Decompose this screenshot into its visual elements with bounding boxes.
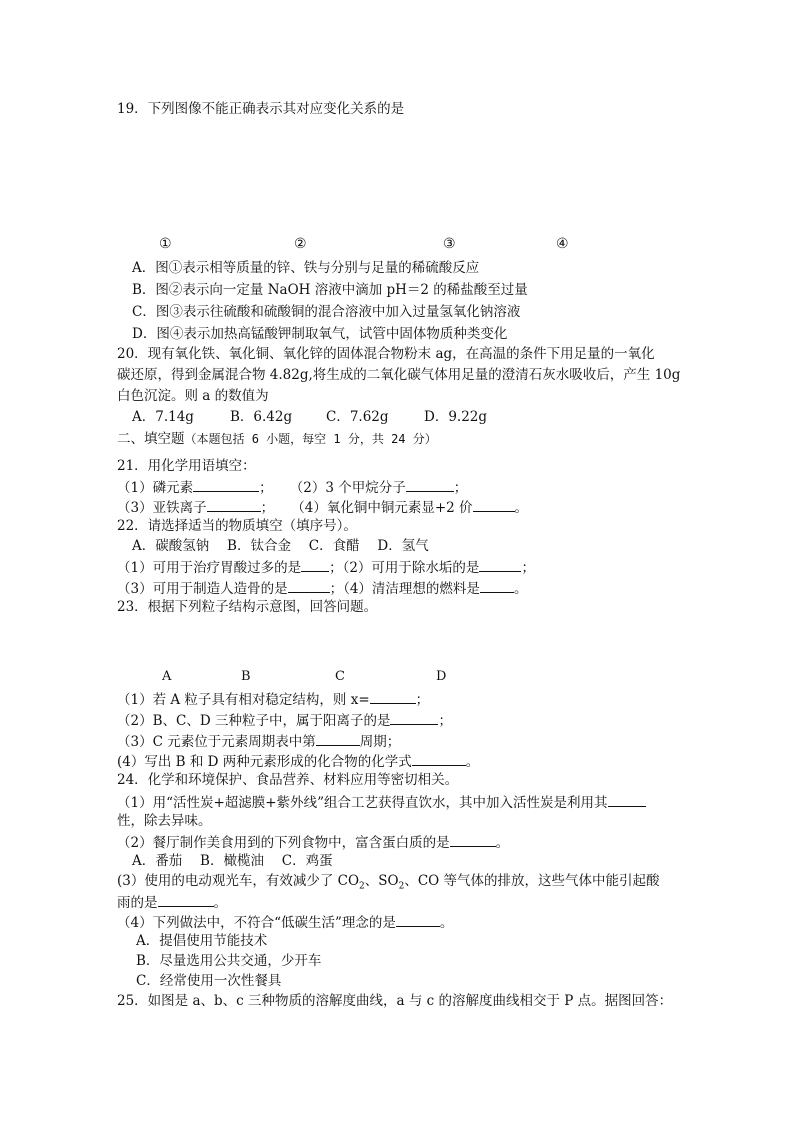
answer-blank-22-4[interactable] — [480, 578, 514, 593]
q24-part1-label: （1）用“活性炭+超滤膜+紫外线”组合工艺获得直饮水，其中加入活性炭是利用其 — [117, 795, 608, 811]
q23-part-3 — [117, 731, 400, 751]
answer-blank-24-1[interactable] — [608, 792, 646, 807]
q22-part1-label: （1）可用于治疗胃酸过多的是 — [117, 560, 302, 576]
q22-part3-label: （3）可用于制造人造骨的是 — [117, 581, 288, 597]
answer-blank-23-3[interactable] — [316, 731, 360, 746]
answer-blank-21-1[interactable] — [193, 477, 259, 492]
q21-part4-label: （4）氧化铜中铜元素显+2 价 — [291, 500, 473, 516]
q25-stem: 25．如图是 a、b、c 三种物质的溶解度曲线，a 与 c 的溶解度曲线相交于 P 点。据图回答： — [117, 993, 673, 1009]
q24-part4-label: （4）下列做法中，不符合“低碳生活”理念的是 — [117, 915, 396, 931]
q24-part-2-choices: A．番茄 B．橄榄油 C．鸡蛋 — [132, 853, 333, 869]
answer-blank-23-4[interactable] — [412, 751, 466, 766]
q24-part2-label: （2）餐厅制作美食用到的下列食物中，富含蛋白质的是 — [117, 835, 450, 851]
q22-stem: 22．请选择适当的物质填空（填序号）。 — [117, 518, 357, 534]
q24-option-c: C．经常使用一次性餐具 — [136, 973, 282, 989]
particle-label-a: A — [162, 669, 172, 684]
answer-blank-24-3[interactable] — [158, 892, 214, 907]
q20-stem-line-2: 碳还原，得到金属混合物 4.82g,将生成的二氧化碳气体用足量的澄清石灰水吸收后，产生 10g — [117, 367, 681, 383]
q24-part3-end: 。 — [213, 895, 227, 911]
q21-part2-end: ； — [453, 480, 468, 496]
answer-blank-21-2[interactable] — [406, 477, 454, 492]
q24-part-1 — [117, 792, 646, 812]
q22-part4-end: 。 — [513, 581, 528, 597]
figure-label-4: ④ — [556, 236, 569, 252]
q23-part-1 — [117, 689, 429, 709]
q21-stem: 21．用化学用语填空： — [117, 458, 256, 474]
q20-stem-line-1: 20．现有氧化铁、氧化铜、氧化锌的固体混合物粉末 ag，在高温的条件下用足量的一氧化 — [117, 346, 655, 362]
q23-stem: 23．根据下列粒子结构示意图，回答问题。 — [117, 599, 378, 615]
q24-part2-end: 。 — [495, 835, 510, 851]
subscript-2: 2 — [398, 881, 405, 892]
q23-part2-label: （2）B、C、D 三种粒子中，属于阳离子的是 — [117, 713, 391, 729]
figure-label-3: ③ — [443, 236, 456, 252]
figure-label-1: ① — [159, 236, 172, 252]
answer-blank-22-2[interactable] — [479, 557, 521, 572]
q24-part3-label: (3）使用的电动观光车，有效减少了 CO — [117, 873, 360, 889]
answer-blank-24-2[interactable] — [450, 832, 496, 847]
q23-part4-end: 。 — [465, 754, 480, 770]
q24-option-a: A．提倡使用节能技术 — [136, 933, 268, 949]
particle-label-b: B — [241, 669, 251, 684]
q20-option-b: B．6.42g — [230, 409, 293, 425]
q19-option-a: A．图①表示相等质量的锌、铁与分别与足量的稀硫酸反应 — [132, 260, 480, 276]
q22-row-2 — [117, 578, 527, 598]
q20-option-c: C．7.62g — [326, 409, 389, 425]
q23-part4-label: (4）写出 B 和 D 两种元素形成的化合物的化学式 — [117, 754, 412, 770]
subscript-2: 2 — [359, 881, 365, 892]
q23-part-2 — [117, 710, 452, 730]
q22-part4-label: ；（4）清洁理想的燃料是 — [329, 581, 480, 597]
q22-row-1 — [117, 557, 535, 577]
q19-option-c: C．图③表示往硫酸和硫酸铜的混合溶液中加入过量氢氧化钠溶液 — [132, 304, 521, 320]
q24-part-1-cont: 性，除去异味。 — [117, 813, 212, 829]
q23-part-4 — [117, 751, 479, 771]
q19-stem: 19．下列图像不能正确表示其对应变化关系的是 — [117, 101, 405, 117]
answer-blank-23-1[interactable] — [370, 689, 416, 704]
q23-part1-label: （1）若 A 粒子具有相对稳定结构，则 x= — [117, 692, 370, 708]
q24-option-b: B．尽量选用公共交通，少开车 — [136, 953, 322, 969]
q24-part4-end: 。 — [439, 915, 454, 931]
answer-blank-22-3[interactable] — [288, 578, 330, 593]
answer-blank-22-1[interactable] — [301, 557, 329, 572]
q22-part2-end: ； — [521, 560, 535, 576]
q20-option-d: D．9.22g — [424, 409, 488, 425]
q21-row-2 — [117, 497, 528, 517]
q21-part2-label: （2）3 个甲烷分子 — [289, 480, 406, 496]
q23-part3-label: （3）C 元素位于元素周期表中第 — [117, 734, 316, 750]
q21-part4-end: 。 — [514, 500, 529, 516]
section-title — [117, 430, 437, 448]
q19-option-d: D．图④表示加热高锰酸钾制取氧气，试管中固体物质种类变化 — [132, 326, 508, 342]
answer-blank-24-4[interactable] — [396, 912, 440, 927]
q24-part3-rest: 、CO 等气体的排放，这些气体中能引起酸 — [404, 873, 660, 889]
q24-part-4 — [117, 912, 453, 932]
answer-blank-21-3[interactable] — [207, 497, 261, 512]
q19-option-b: B．图②表示向一定量 NaOH 溶液中滴加 pH＝2 的稀盐酸至过量 — [132, 282, 528, 298]
particle-label-d: D — [436, 669, 447, 684]
section-title-text: 二、填空题 — [117, 431, 185, 447]
q21-part3-end: ； — [260, 500, 275, 516]
q24-part3-cont-label: 雨的是 — [117, 895, 158, 911]
q20-option-a: A．7.14g — [132, 409, 194, 425]
q24-part-3-cont — [117, 892, 227, 912]
q22-part2-label: ；（2）可用于除水垢的是 — [329, 560, 480, 576]
q21-row-1 — [117, 477, 467, 497]
q21-part1-label: （1）磷元素 — [117, 480, 194, 496]
figure-label-2: ② — [294, 236, 307, 252]
q22-choices: A．碳酸氢钠 B．钛合金 C．食醋 D．氢气 — [132, 538, 429, 554]
q21-part3-label: （3）亚铁离子 — [117, 500, 207, 516]
answer-blank-21-4[interactable] — [473, 497, 515, 512]
section-note: （本题包括 6 小题，每空 1 分，共 24 分） — [184, 432, 437, 446]
q20-stem-line-3: 白色沉淀。则 a 的数值为 — [117, 388, 269, 404]
q24-part-2 — [117, 832, 509, 852]
q21-part1-end: ； — [259, 480, 273, 496]
q24-part3-so: 、SO — [364, 873, 399, 889]
answer-blank-23-2[interactable] — [390, 710, 438, 725]
q23-part3-end: 周期； — [359, 734, 401, 750]
particle-label-c: C — [335, 669, 345, 684]
q24-stem: 24．化学和环境保护、食品营养、材料应用等密切相关。 — [117, 772, 459, 788]
q23-part2-end: ； — [438, 713, 452, 729]
q23-part1-end: ； — [415, 692, 430, 708]
